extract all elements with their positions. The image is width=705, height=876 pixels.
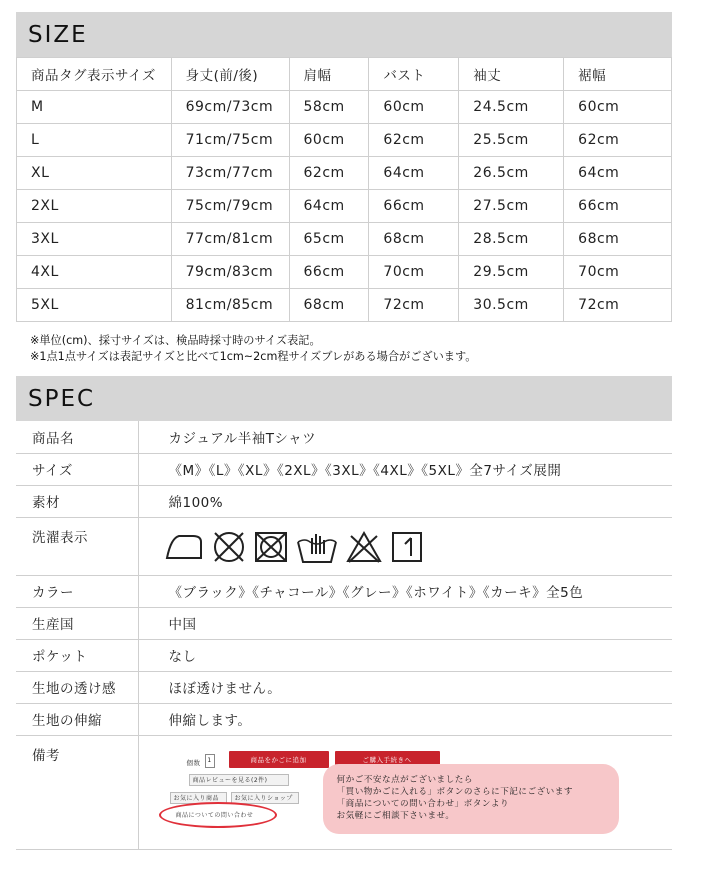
size-table-row bbox=[17, 289, 672, 322]
no-tumble-dry-icon bbox=[211, 530, 247, 564]
size-cell: 70cm bbox=[564, 256, 672, 289]
size-note-unit: ※単位(cm)、採寸サイズは、検品時採寸時のサイズ表記。 bbox=[30, 334, 321, 347]
size-header-cell: バスト bbox=[369, 58, 459, 91]
size-cell: 75cm/79cm bbox=[171, 190, 289, 223]
size-table-header-row bbox=[17, 58, 672, 91]
size-cell: 68cm bbox=[289, 289, 369, 322]
size-cell: 68cm bbox=[564, 223, 672, 256]
size-note-variance: ※1点1点サイズは表記サイズと比べて1cm~2cm程サイズブレがある場合がございます。 bbox=[30, 350, 477, 363]
remarks-image bbox=[138, 735, 672, 849]
bubble-line: 何かご不安な点がございましたら bbox=[336, 774, 473, 785]
spec-row-material bbox=[16, 485, 672, 517]
size-table-row bbox=[17, 190, 672, 223]
spec-label: 備考 bbox=[16, 735, 138, 849]
spec-row-country bbox=[16, 607, 672, 639]
size-cell: 72cm bbox=[369, 289, 459, 322]
size-cell: 60cm bbox=[564, 91, 672, 124]
bubble-line: お気軽にご相談下さいませ。 bbox=[336, 810, 455, 821]
size-cell: 81cm/85cm bbox=[171, 289, 289, 322]
highlight-oval bbox=[159, 802, 277, 828]
size-cell: 4XL bbox=[17, 256, 172, 289]
size-table-row bbox=[17, 256, 672, 289]
size-cell: 2XL bbox=[17, 190, 172, 223]
size-table bbox=[16, 57, 672, 322]
spec-value: なし bbox=[138, 639, 672, 671]
spec-label: 生産国 bbox=[16, 607, 138, 639]
size-header-cell: 肩幅 bbox=[289, 58, 369, 91]
size-cell: 66cm bbox=[369, 190, 459, 223]
size-cell: L bbox=[17, 124, 172, 157]
spec-value: 伸縮します。 bbox=[138, 703, 672, 735]
size-section-heading: SIZE bbox=[16, 12, 672, 57]
size-cell: 70cm bbox=[369, 256, 459, 289]
spec-label: ポケット bbox=[16, 639, 138, 671]
product-inquiry-link: 商品についての問い合わせ bbox=[175, 812, 254, 819]
size-cell: XL bbox=[17, 157, 172, 190]
spec-row-size bbox=[16, 453, 672, 485]
size-cell: 27.5cm bbox=[459, 190, 564, 223]
spec-row-stretch bbox=[16, 703, 672, 735]
spec-value: 《ブラック》《チャコール》《グレー》《ホワイト》《カーキ》全5色 bbox=[138, 575, 672, 607]
bubble-line: 「買い物かごに入れる」ボタンのさらに下記にございます bbox=[336, 786, 573, 797]
spec-row-care bbox=[16, 517, 672, 575]
hand-wash-icon bbox=[295, 530, 339, 566]
size-cell: 62cm bbox=[289, 157, 369, 190]
size-table-row bbox=[17, 157, 672, 190]
size-cell: 64cm bbox=[369, 157, 459, 190]
checkout-button: ご購入手続きへ bbox=[335, 751, 440, 768]
size-cell: 66cm bbox=[564, 190, 672, 223]
spec-row-pocket bbox=[16, 639, 672, 671]
size-cell: 69cm/73cm bbox=[171, 91, 289, 124]
size-cell: 58cm bbox=[289, 91, 369, 124]
qty-label: 個数 bbox=[186, 758, 201, 767]
size-cell: 62cm bbox=[564, 124, 672, 157]
size-header-cell: 袖丈 bbox=[459, 58, 564, 91]
qty-input: 1 bbox=[205, 754, 215, 768]
size-table-row bbox=[17, 124, 672, 157]
favorite-shop-button: お気に入りショップ bbox=[231, 792, 299, 804]
size-header-cell: 商品タグ表示サイズ bbox=[17, 58, 172, 91]
spec-value: 綿100% bbox=[138, 485, 672, 517]
spec-row-remarks bbox=[16, 735, 672, 849]
size-header-cell: 裾幅 bbox=[564, 58, 672, 91]
size-cell: 30.5cm bbox=[459, 289, 564, 322]
size-header-cell: 身丈(前/後) bbox=[171, 58, 289, 91]
size-table-row bbox=[17, 223, 672, 256]
spec-value: ほぼ透けません。 bbox=[138, 671, 672, 703]
size-cell: 60cm bbox=[369, 91, 459, 124]
size-cell: 71cm/75cm bbox=[171, 124, 289, 157]
size-cell: 28.5cm bbox=[459, 223, 564, 256]
no-dry-clean-icon bbox=[253, 530, 289, 564]
favorite-item-button: お気に入り商品 bbox=[170, 792, 227, 804]
size-cell: 26.5cm bbox=[459, 157, 564, 190]
size-table-row bbox=[17, 91, 672, 124]
size-cell: 66cm bbox=[289, 256, 369, 289]
spec-label: 生地の透け感 bbox=[16, 671, 138, 703]
no-bleach-icon bbox=[345, 530, 383, 564]
spec-label: 生地の伸縮 bbox=[16, 703, 138, 735]
size-cell: 68cm bbox=[369, 223, 459, 256]
spec-section-heading: SPEC bbox=[16, 376, 672, 421]
spec-row-product-name bbox=[16, 421, 672, 453]
spec-label: 洗濯表示 bbox=[16, 517, 138, 575]
line-dry-icon bbox=[389, 530, 425, 564]
spec-label: 商品名 bbox=[16, 421, 138, 453]
iron-low-icon bbox=[163, 530, 205, 564]
spec-value: 《M》《L》《XL》《2XL》《3XL》《4XL》《5XL》全7サイズ展開 bbox=[138, 453, 672, 485]
spec-value: 中国 bbox=[138, 607, 672, 639]
size-cell: 5XL bbox=[17, 289, 172, 322]
size-cell: 77cm/81cm bbox=[171, 223, 289, 256]
size-cell: 25.5cm bbox=[459, 124, 564, 157]
spec-label: カラー bbox=[16, 575, 138, 607]
size-cell: 62cm bbox=[369, 124, 459, 157]
bubble-line: 「商品についての問い合わせ」ボタンより bbox=[336, 798, 510, 809]
size-cell: 64cm bbox=[289, 190, 369, 223]
review-button: 商品レビューを見る(2件) bbox=[189, 774, 289, 786]
size-cell: 73cm/77cm bbox=[171, 157, 289, 190]
size-cell: M bbox=[17, 91, 172, 124]
size-cell: 64cm bbox=[564, 157, 672, 190]
size-cell: 79cm/83cm bbox=[171, 256, 289, 289]
spec-label: 素材 bbox=[16, 485, 138, 517]
size-notes bbox=[30, 333, 476, 365]
add-to-cart-button: 商品をかごに追加 bbox=[229, 751, 329, 768]
size-cell: 72cm bbox=[564, 289, 672, 322]
spec-table bbox=[16, 421, 672, 850]
spec-label: サイズ bbox=[16, 453, 138, 485]
spec-row-color bbox=[16, 575, 672, 607]
size-cell: 24.5cm bbox=[459, 91, 564, 124]
size-cell: 3XL bbox=[17, 223, 172, 256]
size-cell: 60cm bbox=[289, 124, 369, 157]
spec-value: カジュアル半袖Tシャツ bbox=[138, 421, 672, 453]
size-cell: 65cm bbox=[289, 223, 369, 256]
care-symbols bbox=[138, 517, 672, 575]
spec-row-sheerness bbox=[16, 671, 672, 703]
help-bubble bbox=[323, 764, 619, 834]
size-cell: 29.5cm bbox=[459, 256, 564, 289]
